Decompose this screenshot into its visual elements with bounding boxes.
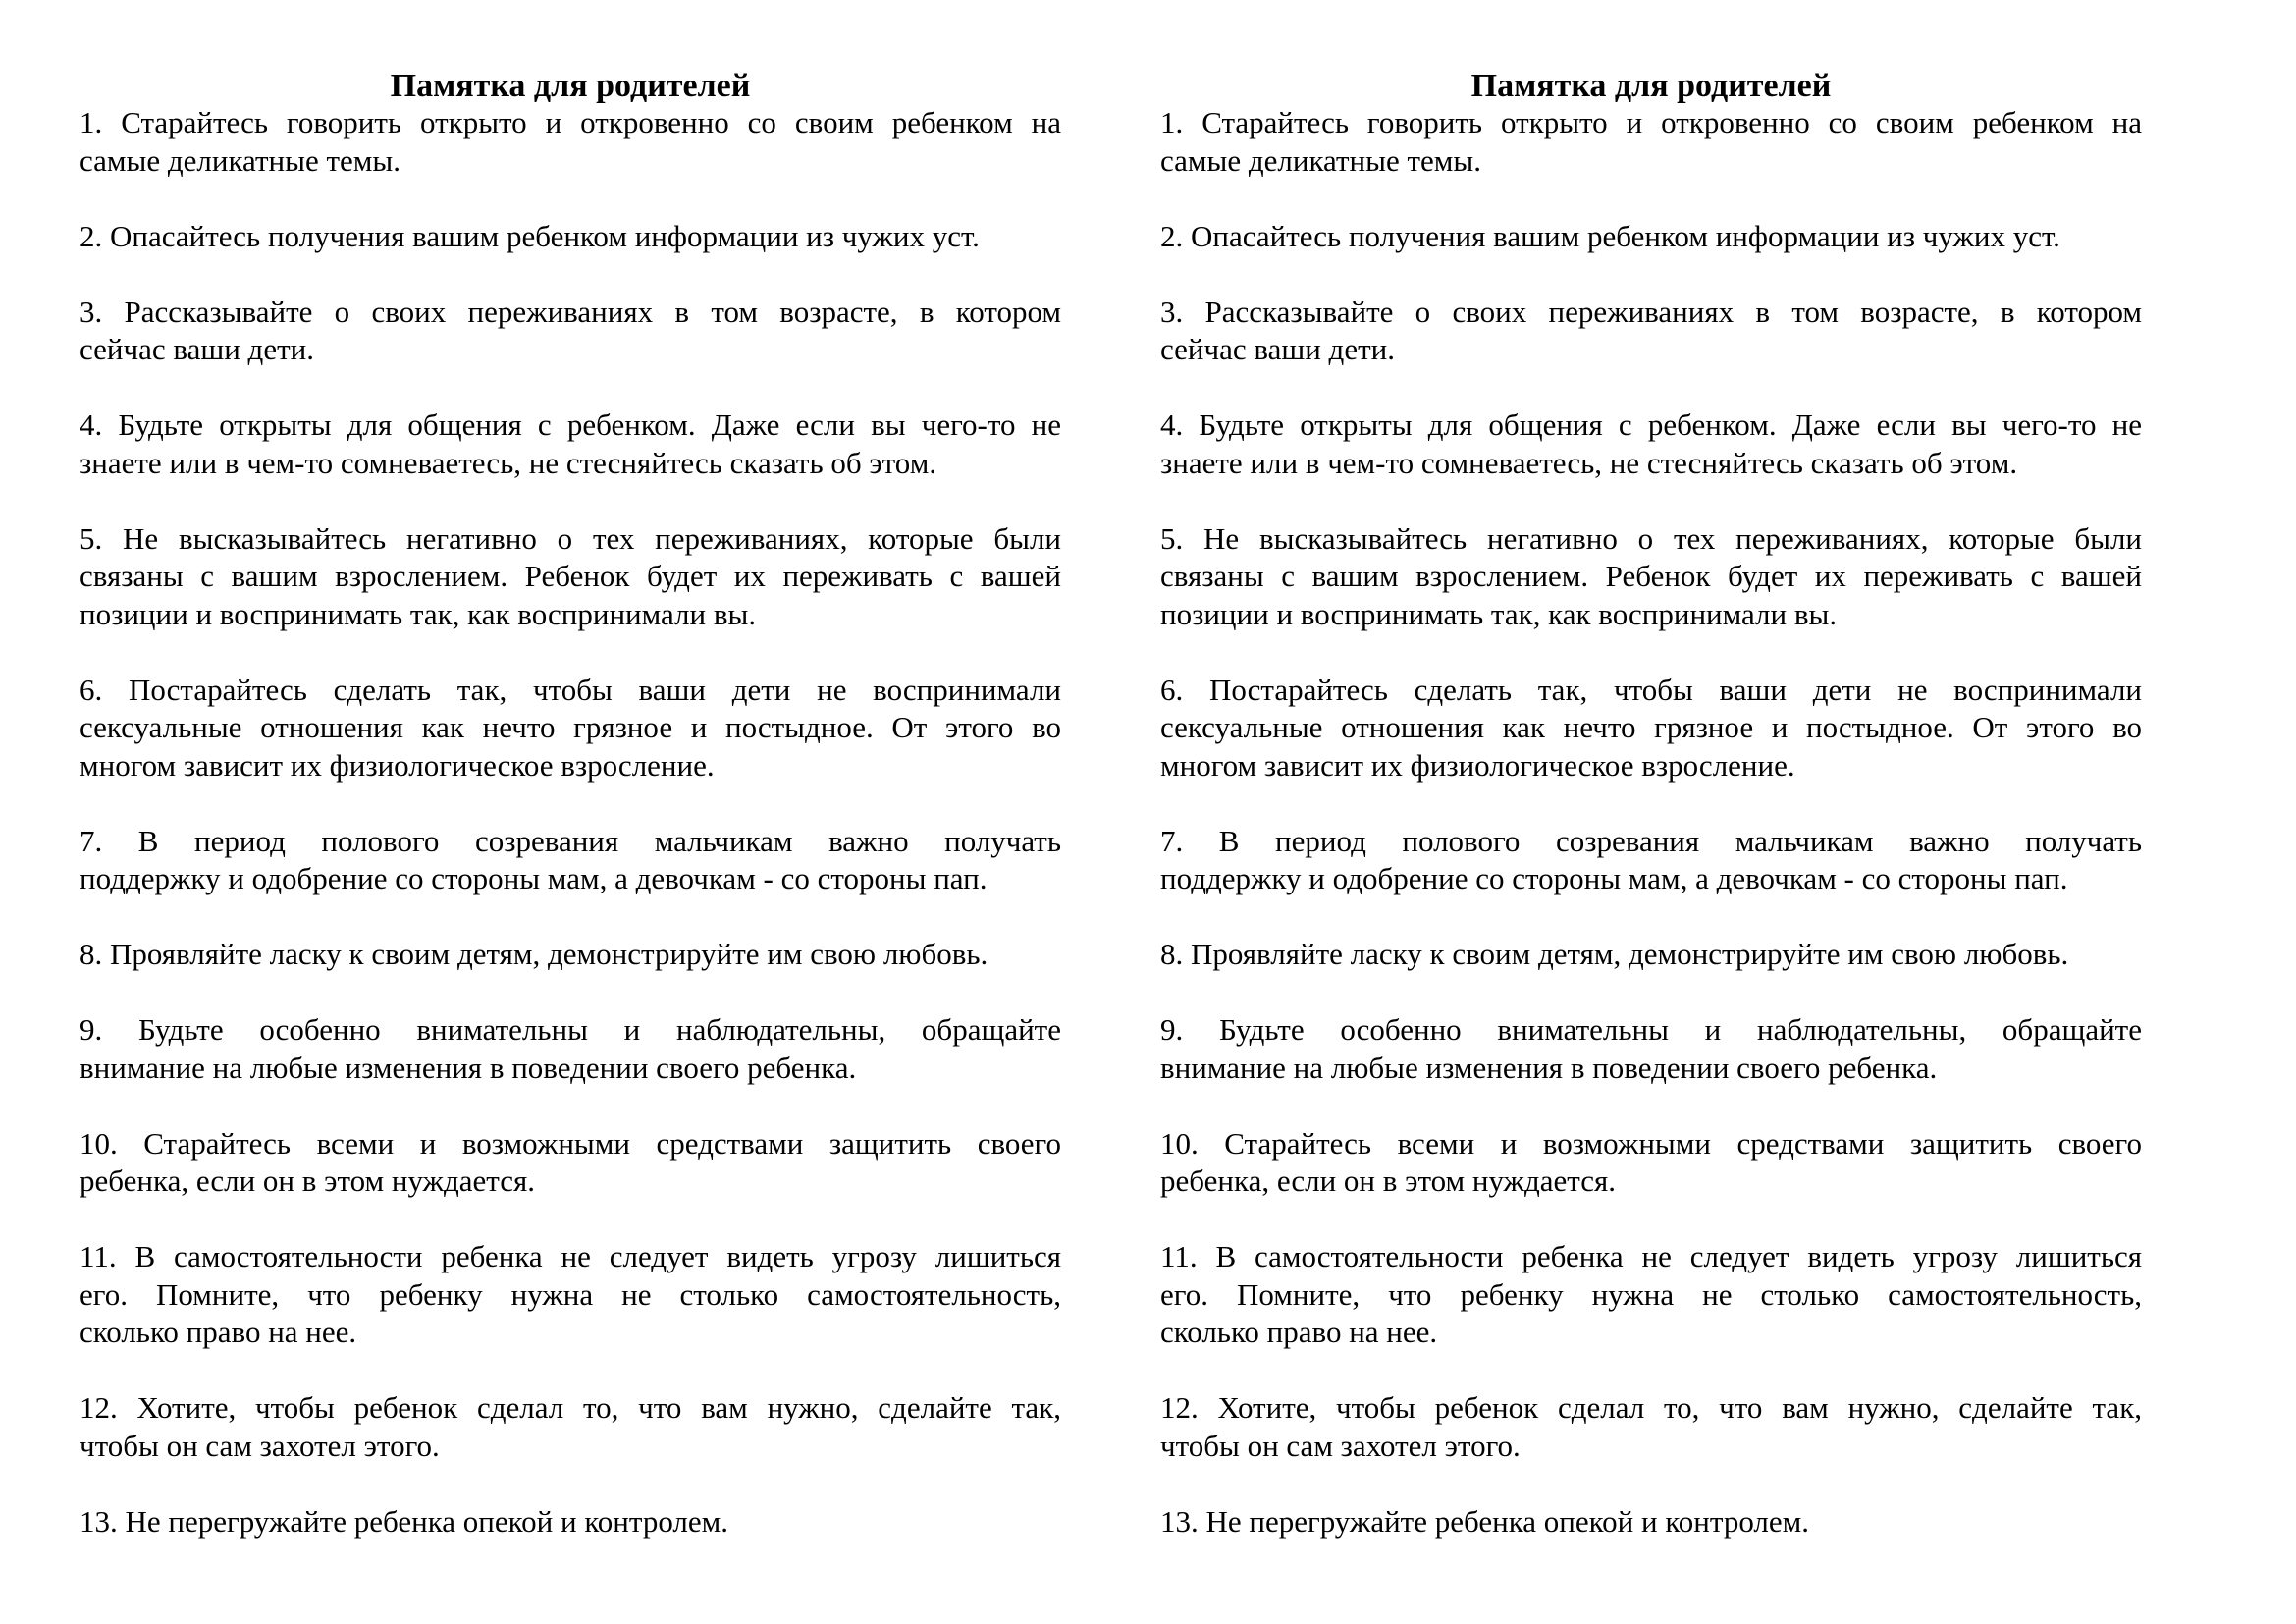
memo-item (1160, 1389, 2142, 1465)
memo-item (1160, 1011, 2142, 1087)
memo-item-line: сексуальные отношения как нечто грязное и постыдное. От этого во (80, 710, 1061, 744)
memo-column-left (80, 69, 1061, 1579)
memo-item (1160, 936, 2142, 974)
memo-item-line: внимание на любые изменения в поведении своего ребенка. (1160, 1050, 1938, 1085)
memo-item-line: 5. Не высказывайтесь негативно о тех переживаниях, которые были (80, 520, 1061, 556)
memo-item-line: внимание на любые изменения в поведении своего ребенка. (80, 1050, 857, 1085)
memo-list (1160, 104, 2142, 1541)
memo-item-line: 7. В период полового созревания мальчикам важно получать (1160, 823, 2142, 858)
memo-item-line: 11. В самостоятельности ребенка не следует видеть угрозу лишиться (80, 1239, 1061, 1273)
memo-item-line: 13. Не перегружайте ребенка опекой и контролем. (80, 1503, 729, 1539)
memo-item-line: самые деликатные темы. (80, 142, 400, 178)
memo-item-line: ребенка, если он в этом нуждается. (1160, 1164, 1616, 1198)
memo-item-line: позиции и воспринимать так, как воспринимали вы. (1160, 596, 1838, 631)
memo-item (80, 520, 1061, 634)
memo-item (80, 104, 1061, 180)
memo-item-line: сколько право на нее. (1160, 1315, 1438, 1349)
memo-item-line: его. Помните, что ребенку нужна не столько самостоятельность, (1160, 1276, 2142, 1312)
memo-item (80, 406, 1061, 482)
memo-item-line: 6. Постарайтесь сделать так, чтобы ваши дети не воспринимали (80, 672, 1061, 707)
memo-item (1160, 104, 2142, 180)
memo-title: Памятка для родителей (1470, 68, 1832, 104)
memo-item-line: многом зависит их физиологическое взросление. (1160, 747, 1795, 783)
memo-item-line: его. Помните, что ребенку нужна не столько самостоятельность, (80, 1276, 1061, 1312)
memo-item (80, 1503, 1061, 1542)
memo-item-line: 8. Проявляйте ласку к своим детям, демонстрируйте им свою любовь. (80, 937, 988, 971)
memo-item-line: многом зависит их физиологическое взросление. (80, 747, 715, 783)
memo-item-line: 6. Постарайтесь сделать так, чтобы ваши дети не воспринимали (1160, 672, 2142, 707)
memo-item-line: 12. Хотите, чтобы ребенок сделал то, что вам нужно, сделайте так, (1160, 1390, 2142, 1425)
memo-item (1160, 1503, 2142, 1542)
memo-item-line: сколько право на нее. (80, 1315, 357, 1349)
memo-item-line: 7. В период полового созревания мальчикам важно получать (80, 823, 1061, 858)
memo-item-line: 10. Старайтесь всеми и возможными средствами защитить своего (80, 1125, 1061, 1161)
memo-item-line: 5. Не высказывайтесь негативно о тех переживаниях, которые были (1160, 520, 2142, 556)
memo-title: Памятка для родителей (390, 68, 751, 104)
memo-item (80, 672, 1061, 785)
memo-item-line: 1. Старайтесь говорить открыто и откровенно со своим ребенком на (80, 105, 1061, 139)
memo-item-line: сейчас ваши дети. (80, 332, 314, 366)
memo-item-line: сейчас ваши дети. (1160, 332, 1395, 366)
memo-item-line: 1. Старайтесь говорить открыто и откровенно со своим ребенком на (1160, 105, 2142, 139)
memo-item-line: 2. Опасайтесь получения вашим ребенком информации из чужих уст. (80, 218, 980, 253)
memo-item-line: чтобы он сам захотел этого. (1160, 1428, 1521, 1463)
memo-item-line: 2. Опасайтесь получения вашим ребенком информации из чужих уст. (1160, 218, 2060, 253)
memo-item-line: 9. Будьте особенно внимательны и наблюдательны, обращайте (1160, 1012, 2142, 1047)
memo-item (80, 1125, 1061, 1201)
memo-item-line: связаны с вашим взрослением. Ребенок будет их переживать с вашей (80, 559, 1061, 593)
memo-item-line: поддержку и одобрение со стороны мам, а девочкам - со стороны пап. (1160, 861, 2068, 895)
memo-item-line: связаны с вашим взрослением. Ребенок будет их переживать с вашей (1160, 559, 2142, 593)
memo-item-line: 3. Рассказывайте о своих переживаниях в том возрасте, в котором (1160, 294, 2142, 329)
memo-item-line: 10. Старайтесь всеми и возможными средствами защитить своего (1160, 1125, 2142, 1161)
memo-item-line: 4. Будьте открыты для общения с ребенком. Даже если вы чего-то не (80, 407, 1061, 442)
memo-item (80, 218, 1061, 256)
memo-item-line: знаете или в чем-то сомневаетесь, не стесняйтесь сказать об этом. (80, 445, 937, 480)
memo-item-line: чтобы он сам захотел этого. (80, 1428, 440, 1463)
memo-item-line: поддержку и одобрение со стороны мам, а девочкам - со стороны пап. (80, 861, 988, 895)
memo-item (1160, 218, 2142, 256)
memo-item (80, 936, 1061, 974)
memo-item-line: сексуальные отношения как нечто грязное и постыдное. От этого во (1160, 710, 2142, 744)
memo-column-right (1160, 69, 2142, 1579)
memo-item (1160, 294, 2142, 369)
memo-item (1160, 823, 2142, 898)
memo-item-line: 3. Рассказывайте о своих переживаниях в том возрасте, в котором (80, 294, 1061, 329)
memo-item-line: 12. Хотите, чтобы ребенок сделал то, что вам нужно, сделайте так, (80, 1390, 1061, 1425)
memo-item (1160, 406, 2142, 482)
memo-item-line: 9. Будьте особенно внимательны и наблюдательны, обращайте (80, 1012, 1061, 1047)
memo-item-line: 11. В самостоятельности ребенка не следует видеть угрозу лишиться (1160, 1239, 2142, 1273)
memo-item (1160, 1238, 2142, 1352)
memo-item (80, 294, 1061, 369)
memo-list (80, 104, 1061, 1541)
memo-item-line: позиции и воспринимать так, как воспринимали вы. (80, 596, 757, 631)
memo-item-line: самые деликатные темы. (1160, 142, 1481, 178)
memo-item (1160, 520, 2142, 634)
memo-item-line: 4. Будьте открыты для общения с ребенком. Даже если вы чего-то не (1160, 407, 2142, 442)
memo-item-line: 13. Не перегружайте ребенка опекой и контролем. (1160, 1503, 1810, 1539)
memo-item-line: ребенка, если он в этом нуждается. (80, 1164, 535, 1198)
memo-item (80, 1011, 1061, 1087)
memo-item (1160, 1125, 2142, 1201)
memo-item (80, 1238, 1061, 1352)
memo-item (80, 1389, 1061, 1465)
memo-item-line: 8. Проявляйте ласку к своим детям, демонстрируйте им свою любовь. (1160, 937, 2069, 971)
memo-item (80, 823, 1061, 898)
memo-item-line: знаете или в чем-то сомневаетесь, не стесняйтесь сказать об этом. (1160, 445, 2018, 480)
memo-item (1160, 672, 2142, 785)
